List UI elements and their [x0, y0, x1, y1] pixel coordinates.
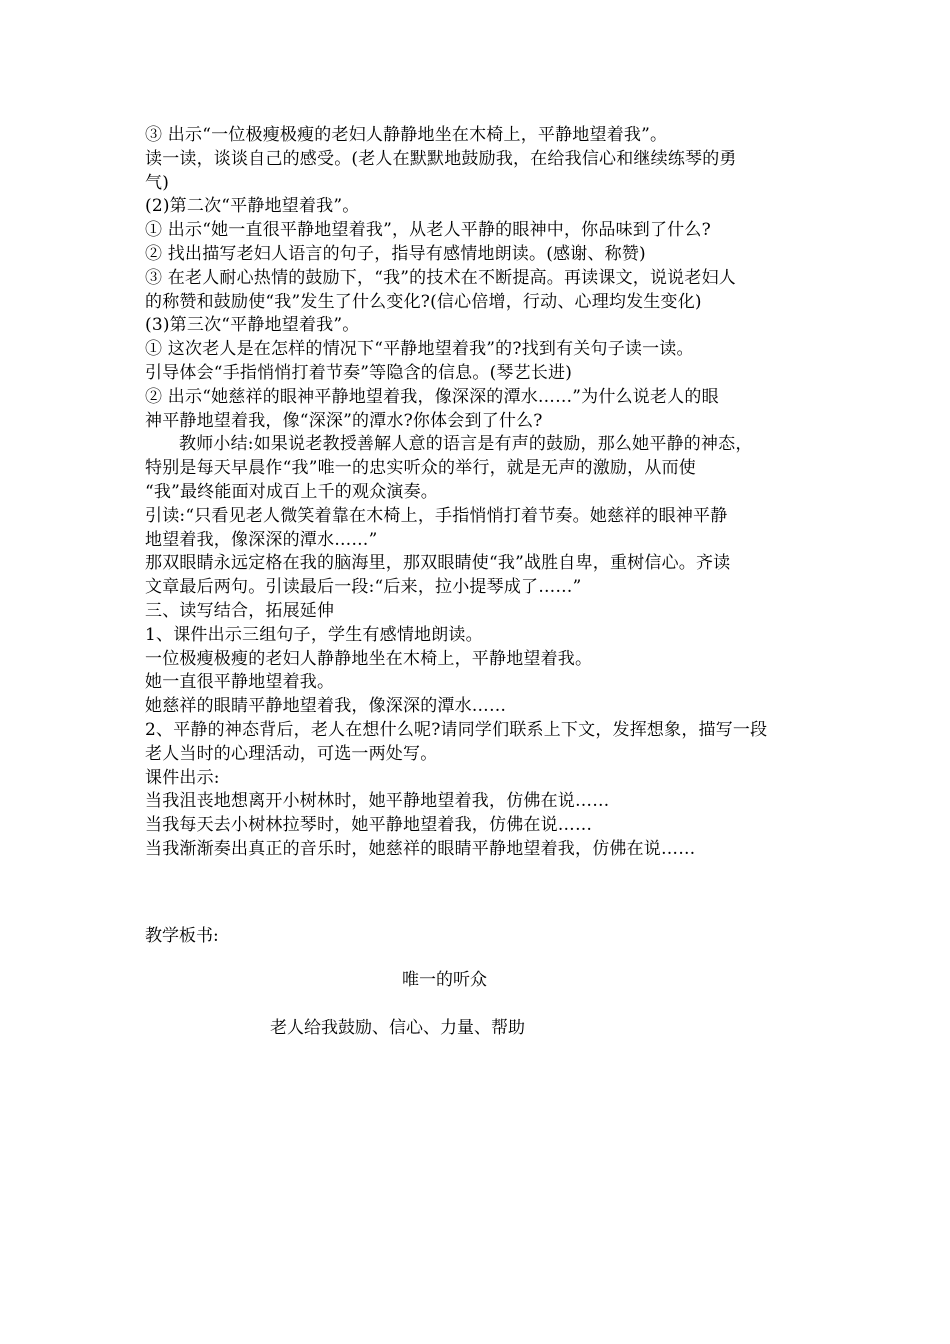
text-line: 她一直很平静地望着我。: [145, 672, 335, 693]
board-line: 老人给我鼓励、信心、力量、帮助: [270, 1018, 525, 1038]
text-line: 老人当时的心理活动，可选一两处写。: [145, 743, 438, 764]
text-line: ① 出示“她一直很平静地望着我”，从老人平静的眼神中，你品味到了什么?: [145, 220, 711, 241]
text-line: 气): [145, 172, 170, 193]
text-line: 2、平静的神态背后，老人在想什么呢?请同学们联系上下文，发挥想象，描写一段: [145, 719, 768, 740]
text-line: 当我沮丧地想离开小树林时，她平静地望着我，仿佛在说……: [145, 791, 610, 812]
text-line: 当我每天去小树林拉琴时，她平静地望着我，仿佛在说……: [145, 815, 593, 836]
text-line: 教师小结:如果说老教授善解人意的语言是有声的鼓励，那么她平静的神态，: [179, 434, 753, 455]
text-line: ② 出示“她慈祥的眼神平静地望着我，像深深的潭水……”为什么说老人的眼: [145, 386, 719, 407]
section-heading: 三、读写结合，拓展延伸: [145, 600, 335, 621]
lesson-body: [145, 124, 820, 862]
text-line: 那双眼睛永远定格在我的脑海里，那双眼睛使“我”战胜自卑，重树信心。齐读: [145, 553, 731, 574]
text-line: 当我渐渐奏出真正的音乐时，她慈祥的眼睛平静地望着我，仿佛在说……: [145, 838, 696, 859]
text-line: 课件出示:: [145, 767, 220, 788]
text-line: 文章最后两句。引读最后一段:“后来，拉小提琴成了……”: [145, 577, 582, 598]
text-line: 地望着我，像深深的潭水……”: [145, 529, 378, 550]
text-line: 一位极瘦极瘦的老妇人静静地坐在木椅上，平静地望着我。: [145, 648, 593, 669]
text-line: ③ 在老人耐心热情的鼓励下，“我”的技术在不断提高。再读课文，说说老妇人: [145, 267, 736, 288]
text-line: 特别是每天早晨作“我”唯一的忠实听众的举行，就是无声的激励，从而使: [145, 458, 696, 479]
text-line: 读一读，谈谈自己的感受。(老人在默默地鼓励我，在给我信心和继续练琴的勇: [145, 148, 737, 169]
text-line: 1、课件出示三组句子，学生有感情地朗读。: [145, 624, 483, 645]
text-line: (2)第二次“平静地望着我”。: [145, 196, 360, 217]
text-line: 引导体会“手指悄悄打着节奏”等隐含的信息。(琴艺长进): [145, 362, 573, 383]
text-line: ② 找出描写老妇人语言的句子，指导有感情地朗读。(感谢、称赞): [145, 243, 646, 264]
text-line: ③ 出示“一位极瘦极瘦的老妇人静静地坐在木椅上，平静地望着我”。: [145, 125, 668, 145]
text-line: ① 这次老人是在怎样的情况下“平静地望着我”的?找到有关句子读一读。: [145, 339, 694, 360]
text-line: “我”最终能面对成百上千的观众演奏。: [145, 481, 438, 502]
text-line: 的称赞和鼓励使“我”发生了什么变化?(信心倍增，行动、心理均发生变化): [145, 291, 702, 312]
text-line: 神平静地望着我，像“深深”的潭水?你体会到了什么?: [145, 410, 543, 431]
text-line: 引读:“只看见老人微笑着靠在木椅上，手指悄悄打着节奏。她慈祥的眼神平静: [145, 505, 728, 526]
text-line: 她慈祥的眼睛平静地望着我，像深深的潭水……: [145, 696, 507, 717]
text-line: (3)第三次“平静地望着我”。: [145, 315, 360, 336]
board-label: 教学板书:: [145, 926, 219, 946]
board-title: 唯一的听众: [402, 970, 487, 990]
